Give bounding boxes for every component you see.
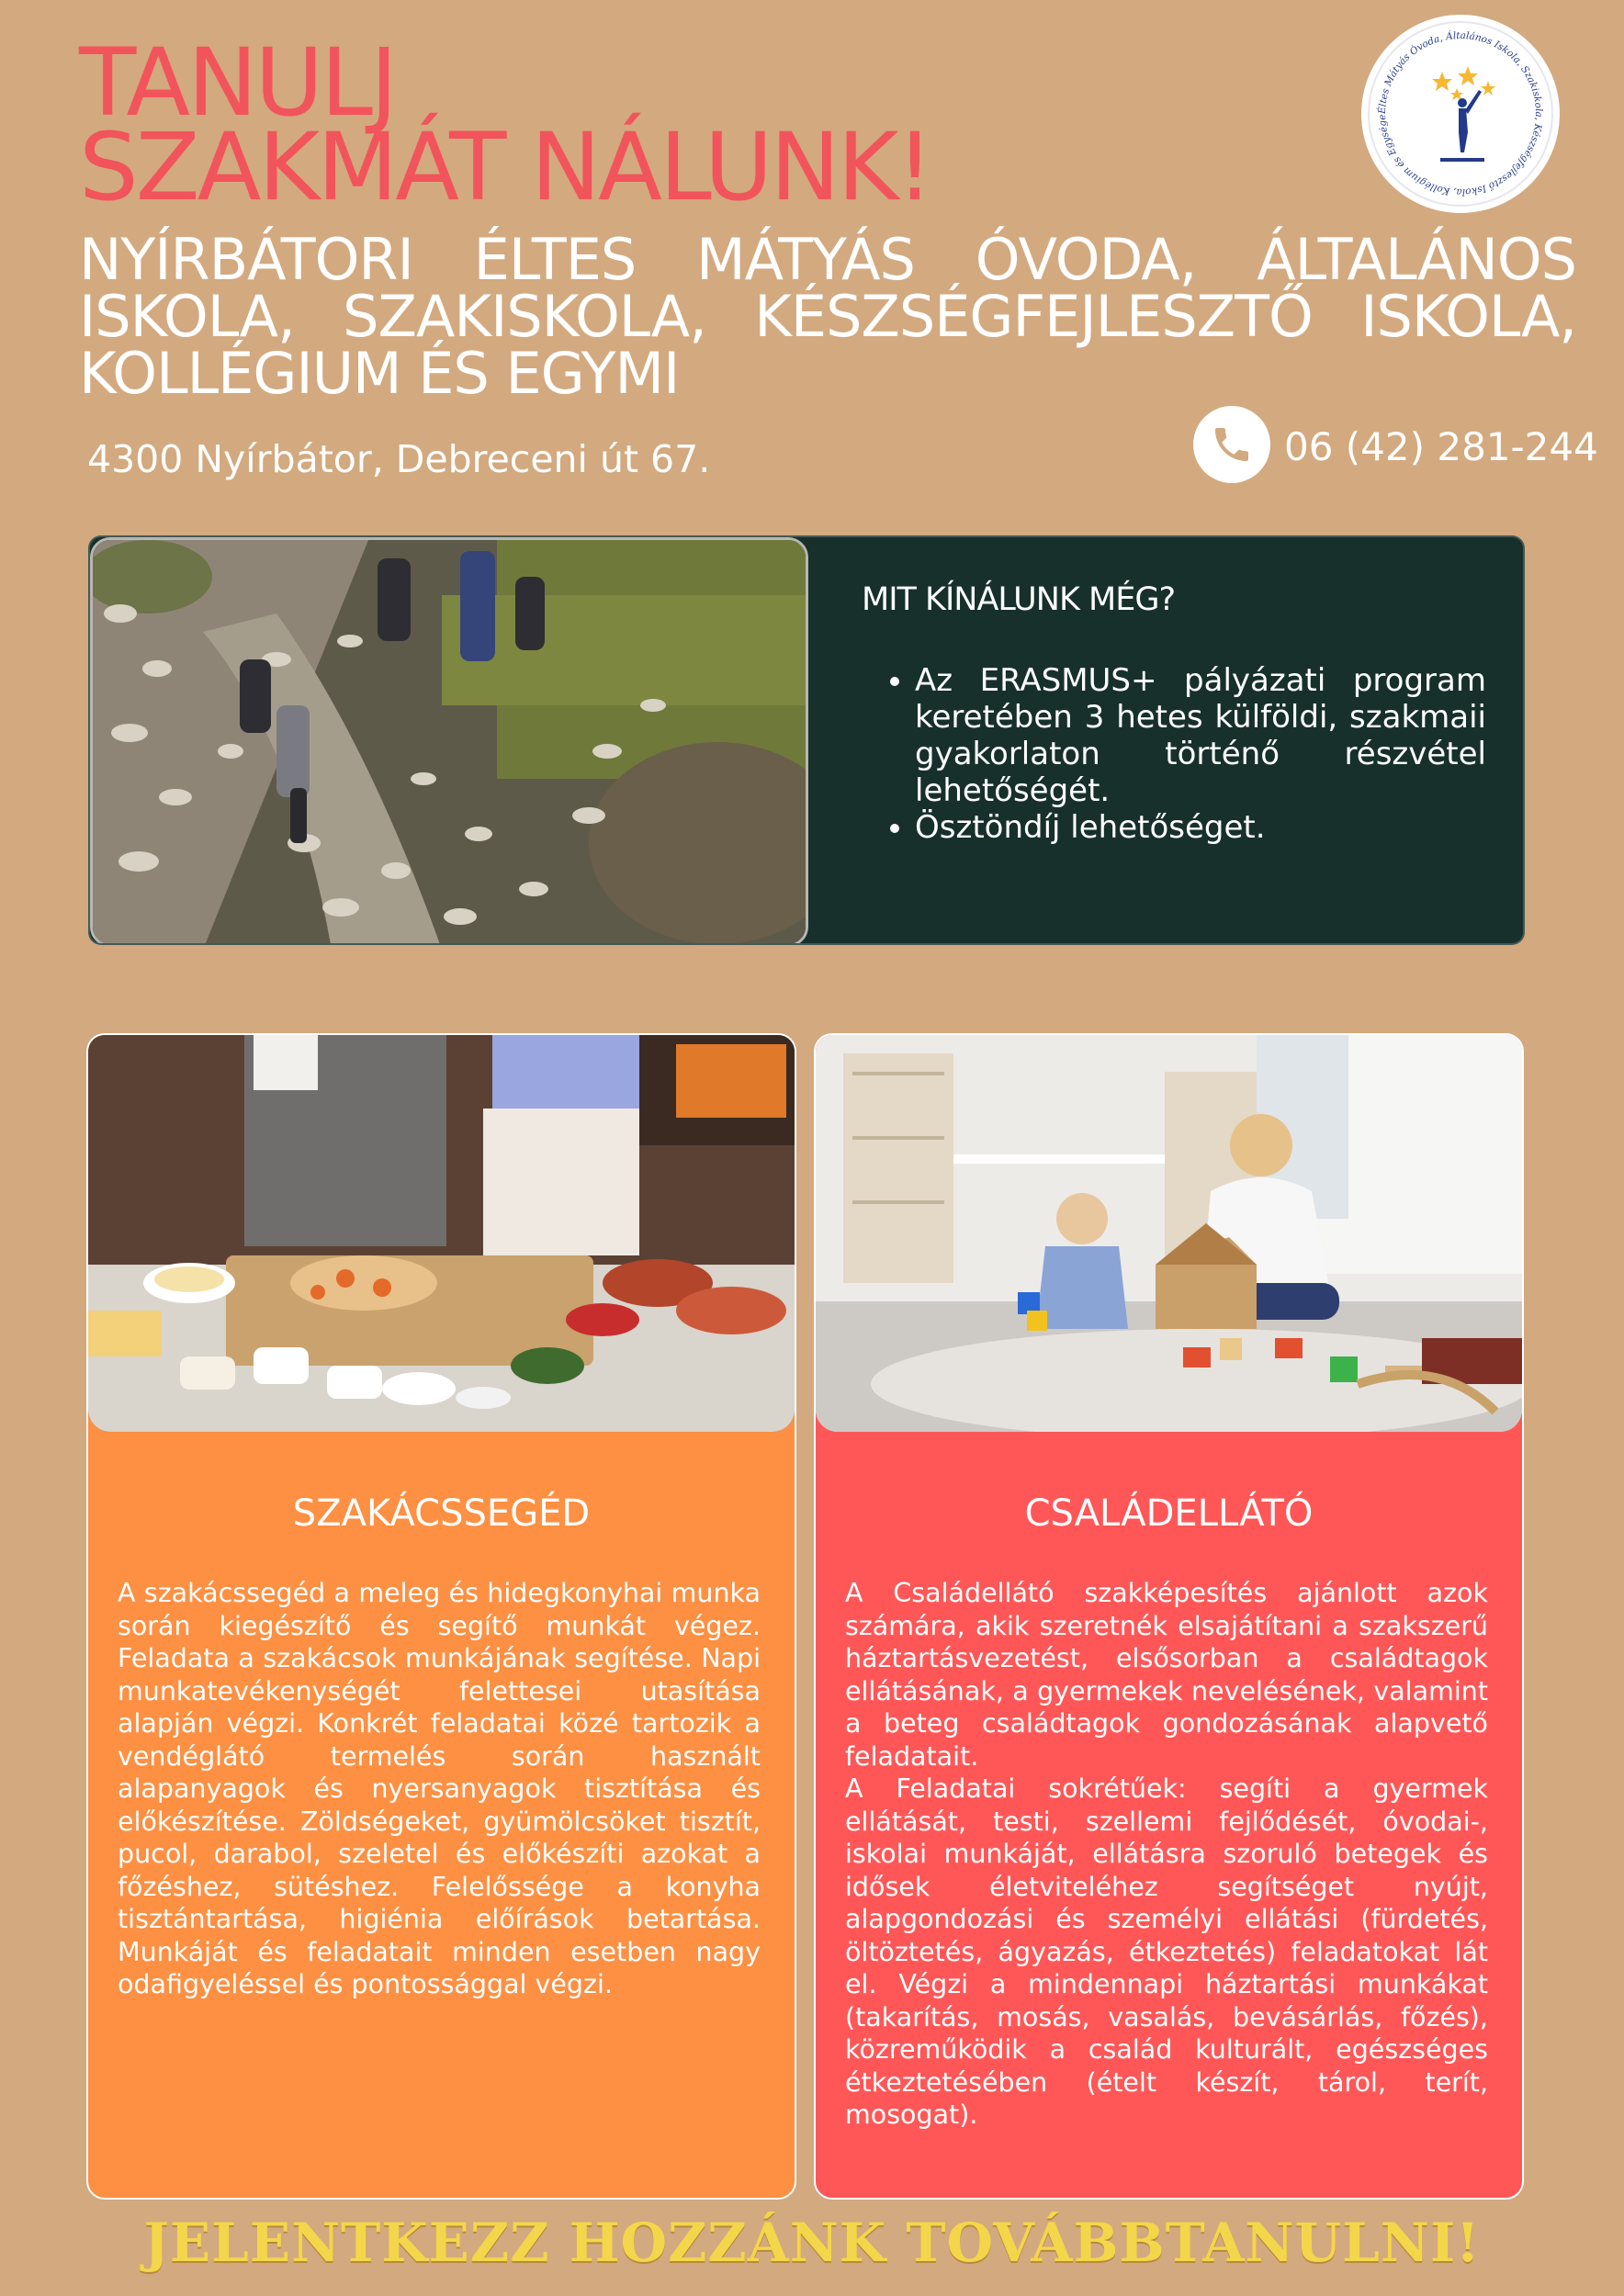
offer-card <box>88 535 1525 945</box>
offer-title: MIT KÍNÁLUNK MÉG? <box>862 581 1176 618</box>
headline-line-2: SZAKMÁT NÁLUNK! <box>79 113 931 222</box>
phone-icon <box>1193 406 1270 483</box>
headline-line-1: TANULJ <box>79 28 396 138</box>
headline <box>79 28 931 222</box>
cook-title: SZAKÁCSSEGÉD <box>292 1492 591 1535</box>
cooking-photo <box>88 1035 795 1432</box>
school-logo <box>1361 15 1560 213</box>
family-care-title: CSALÁDELLÁTÓ <box>1024 1492 1314 1535</box>
cook-card <box>86 1033 796 2200</box>
childcare-photo <box>816 1035 1522 1432</box>
family-care-description <box>845 1577 1488 2132</box>
cook-description <box>118 1577 761 2001</box>
call-to-action: JELENTKEZZ HOZZÁNK TOVÁBBTANULNI! <box>143 2212 1481 2274</box>
phone-number[interactable]: 06 (42) 281-244 <box>1284 424 1598 469</box>
offer-item-scholarship: • Ösztöndíj lehetőséget. <box>915 809 1486 846</box>
cook-text: A szakácssegéd a meleg és hidegkonyhai munka során kiegészítő és segítő munkát végez. Feladata a szakácsok munkájának segítése. Napi munkatevékenységét felettesei utasítása alapján végzi. Konkrét feladatai közé tartozik a vendéglátó termelés során használt alapanyagok és nyersanyagok tisztítása és előkészítése. Zöldségeket, gyümölcsöket tisztít, pucol, darabol, szeletel és előkészíti azokat a főzéshez, sütéshez. Felelőssége a konyha tisztántartása, higiénia előírások betartása. Munkáját és feladatait minden esetben nagy odafigyeléssel és pontossággal végzi. <box>118 1578 761 1999</box>
family-care-text-2: A Feladatai sokrétűek: segíti a gyermek ellátását, testi, szellemi fejlődését, óvodai-, iskolai munkáját, ellátásra szoruló betegek és idősek életviteléhez segítséget nyújt, alapgondozási és személyi ellátási (fürdetés, öltöztetés, ágyazás, étkeztetés) feladatokat lát el. Végzi a mindennapi háztartási munkákat (takarítás, mosás, vasalás, bevásárlás, főzés), közreműködik a család kulturált, egészséges étkeztetésében (ételt készít, tárol, terít, mosogat). <box>845 1773 1488 2130</box>
address: 4300 Nyírbátor, Debreceni út 67. <box>87 437 711 481</box>
logo-ring-text: Éltes Mátyás Óvoda, Általános Iskola, Szakiskola, Készségfejlesztő Iskola, Kollégium és Egysége <box>1376 29 1545 198</box>
garden-work-photo <box>90 537 808 945</box>
offer-content <box>862 537 1486 846</box>
family-care-text-1: A Családellátó szakképesítés ajánlott azok számára, akik szeretnék elsajátítani a szakszerű háztartásvezetést, elsősorban a családtagok ellátásának, a gyermekek nevelésének, valamint a beteg családtagok gondozásának alapvető feladatait. <box>845 1578 1488 1772</box>
family-care-card <box>814 1033 1524 2200</box>
offer-item-erasmus: • Az ERASMUS+ pályázati program keretében 3 hetes külföldi, szakmaii gyakorlaton történő részvétel lehetőségét. <box>915 662 1486 809</box>
offer-list <box>862 662 1486 846</box>
school-name: NYÍRBÁTORI ÉLTES MÁTYÁS ÓVODA, ÁLTALÁNOS ISKOLA, SZAKISKOLA, KÉSZSÉGFEJLESZTŐ ISKOLA, KOLLÉGIUM ÉS EGYMI <box>79 226 1576 407</box>
